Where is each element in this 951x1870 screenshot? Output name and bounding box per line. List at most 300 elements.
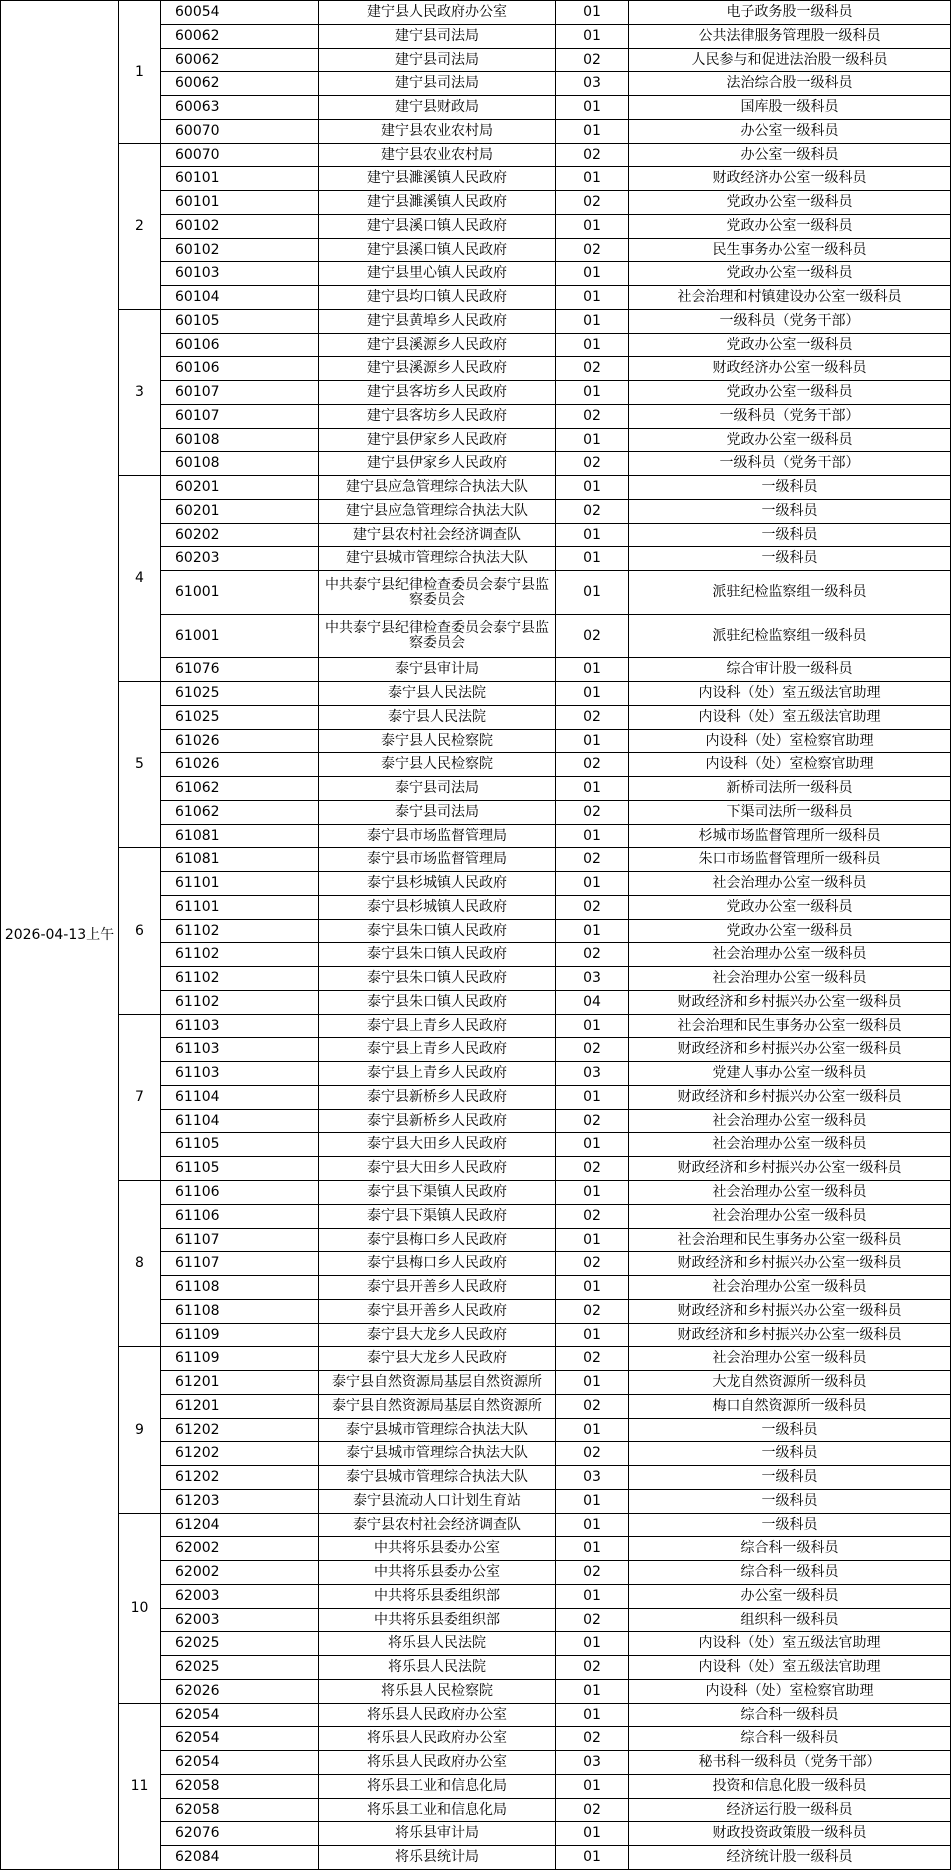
position-name-cell: 党政办公室一级科员 xyxy=(726,899,853,915)
position-name-cell: 一级科员 xyxy=(761,526,818,543)
position-name-cell: 社会治理办公室一级科员 xyxy=(712,1279,867,1295)
group-number-cell: 3 xyxy=(135,384,144,400)
position-code-cell: 01 xyxy=(583,526,601,543)
position-code-cell: 01 xyxy=(583,661,601,677)
unit-name-cell: 建宁县司法局 xyxy=(395,75,479,91)
position-name-cell: 财政经济和乡村振兴办公室一级科员 xyxy=(677,1160,902,1176)
unit-name-cell: 泰宁县上青乡人民政府 xyxy=(367,1017,507,1034)
position-code-cell: 02 xyxy=(583,1041,601,1057)
unit-name-cell: 泰宁县司法局 xyxy=(395,780,479,796)
position-name-cell: 国库股一级科员 xyxy=(740,99,839,115)
position-name-cell: 内设科（处）室检察官助理 xyxy=(705,756,874,772)
position-code-cell: 01 xyxy=(583,1421,601,1438)
unit-name-cell: 建宁县应急管理综合执法大队 xyxy=(346,479,528,495)
unit-name-cell: 建宁县农业农村局 xyxy=(381,146,493,163)
unit-code-cell: 62002 xyxy=(175,1540,220,1556)
position-name-cell: 财政经济和乡村振兴办公室一级科员 xyxy=(677,1326,902,1343)
position-code-cell: 01 xyxy=(583,1683,601,1699)
unit-name-cell: 将乐县人民法院 xyxy=(388,1659,486,1675)
position-name-cell: 社会治理办公室一级科员 xyxy=(712,1208,867,1224)
position-code-cell: 01 xyxy=(583,1326,601,1343)
position-code-cell: 01 xyxy=(583,1089,601,1105)
position-code-cell: 02 xyxy=(583,194,601,210)
position-code-cell: 01 xyxy=(583,431,601,448)
position-code-cell: 02 xyxy=(583,1160,601,1176)
unit-name-cell: 泰宁县流动人口计划生育站 xyxy=(353,1493,521,1509)
position-name-cell: 党政办公室一级科员 xyxy=(726,922,853,939)
unit-code-cell: 62084 xyxy=(175,1849,220,1865)
unit-code-cell: 61102 xyxy=(175,994,220,1010)
position-code-cell: 01 xyxy=(583,550,601,566)
unit-name-cell: 泰宁县朱口镇人民政府 xyxy=(367,946,507,962)
position-code-cell: 02 xyxy=(583,1730,601,1746)
unit-code-cell: 60106 xyxy=(175,336,220,353)
unit-name-cell: 建宁县司法局 xyxy=(395,28,479,44)
position-code-cell: 01 xyxy=(583,1516,601,1533)
position-name-cell: 一级科员（党务干部） xyxy=(719,313,860,329)
unit-code-cell: 61202 xyxy=(175,1445,220,1461)
position-name-cell: 一级科员（党务干部） xyxy=(719,408,860,424)
unit-name-cell: 泰宁县审计局 xyxy=(395,661,479,677)
position-code-cell: 02 xyxy=(583,455,601,471)
unit-name-cell: 将乐县工业和信息化局 xyxy=(367,1778,507,1794)
position-name-cell: 党政办公室一级科员 xyxy=(726,384,853,400)
unit-code-cell: 61101 xyxy=(175,875,220,891)
unit-code-cell: 62054 xyxy=(175,1754,220,1770)
unit-code-cell: 62058 xyxy=(175,1801,220,1818)
unit-code-cell: 61081 xyxy=(175,827,220,844)
unit-name-cell: 泰宁县上青乡人民政府 xyxy=(367,1065,507,1081)
unit-name-cell: 建宁县人民政府办公室 xyxy=(367,4,507,20)
column-divider xyxy=(0,0,1,1870)
unit-name-cell: 泰宁县自然资源局基层自然资源所 xyxy=(332,1398,542,1414)
position-code-cell: 01 xyxy=(583,1279,601,1295)
position-name-cell: 财政经济和乡村振兴办公室一级科员 xyxy=(677,994,902,1010)
unit-code-cell: 61105 xyxy=(175,1136,220,1152)
unit-name-cell: 泰宁县大田乡人民政府 xyxy=(367,1160,507,1176)
position-name-cell: 党政办公室一级科员 xyxy=(726,265,853,281)
unit-code-cell: 60201 xyxy=(175,503,220,519)
unit-name-cell: 泰宁县开善乡人民政府 xyxy=(367,1279,507,1295)
position-code-cell: 01 xyxy=(583,384,601,400)
unit-code-cell: 61025 xyxy=(175,685,220,701)
position-name-cell: 公共法律服务管理股一级科员 xyxy=(698,28,881,44)
unit-name-cell: 泰宁县大龙乡人民政府 xyxy=(367,1326,507,1343)
unit-name-cell: 泰宁县新桥乡人民政府 xyxy=(367,1112,507,1129)
column-divider xyxy=(555,0,556,1870)
unit-name-cell: 泰宁县朱口镇人民政府 xyxy=(367,994,507,1010)
position-name-cell: 党建人事办公室一级科员 xyxy=(712,1065,867,1081)
position-name-cell: 社会治理和民生事务办公室一级科员 xyxy=(677,1231,902,1248)
position-name-cell: 电子政务股一级科员 xyxy=(726,4,853,20)
unit-code-cell: 62003 xyxy=(175,1611,220,1628)
position-code-cell: 02 xyxy=(583,1255,601,1271)
position-code-cell: 02 xyxy=(583,146,601,163)
unit-name-cell: 建宁县黄埠乡人民政府 xyxy=(367,313,507,329)
group-divider xyxy=(118,475,950,476)
unit-name-cell: 将乐县人民政府办公室 xyxy=(367,1706,507,1723)
position-name-cell: 社会治理和民生事务办公室一级科员 xyxy=(677,1017,902,1034)
unit-name-cell: 泰宁县开善乡人民政府 xyxy=(367,1303,507,1319)
position-name-cell: 内设科（处）室五级法官助理 xyxy=(698,1659,881,1675)
position-code-cell: 03 xyxy=(583,1065,601,1081)
group-divider xyxy=(118,1180,950,1181)
group-divider xyxy=(118,143,950,144)
group-divider xyxy=(118,847,950,848)
unit-code-cell: 61062 xyxy=(175,780,220,796)
unit-code-cell: 60062 xyxy=(175,75,220,91)
position-code-cell: 02 xyxy=(583,1208,601,1224)
position-code-cell: 04 xyxy=(583,994,601,1010)
position-name-cell: 内设科（处）室五级法官助理 xyxy=(698,685,881,701)
unit-name-cell: 泰宁县城市管理综合执法大队 xyxy=(346,1469,528,1485)
unit-code-cell: 62058 xyxy=(175,1778,220,1794)
position-code-cell: 01 xyxy=(583,1778,601,1794)
position-name-cell: 办公室一级科员 xyxy=(740,123,839,139)
group-divider xyxy=(118,1513,950,1514)
unit-code-cell: 61202 xyxy=(175,1469,220,1485)
unit-code-cell: 60102 xyxy=(175,218,220,234)
unit-code-cell: 60108 xyxy=(175,431,220,448)
position-name-cell: 社会治理办公室一级科员 xyxy=(712,875,867,891)
unit-name-cell: 建宁县城市管理综合执法大队 xyxy=(346,550,528,566)
position-name-cell: 财政投资政策股一级科员 xyxy=(712,1825,867,1841)
unit-code-cell: 61104 xyxy=(175,1112,220,1129)
unit-name-cell: 建宁县濉溪镇人民政府 xyxy=(367,194,507,210)
unit-name-cell: 泰宁县下渠镇人民政府 xyxy=(367,1184,507,1200)
position-name-cell: 派驻纪检监察组一级科员 xyxy=(712,627,867,644)
unit-code-cell: 61026 xyxy=(175,756,220,772)
unit-code-cell: 61106 xyxy=(175,1184,220,1200)
unit-code-cell: 61103 xyxy=(175,1017,220,1034)
position-name-cell: 综合科一级科员 xyxy=(740,1564,839,1580)
unit-name-cell: 泰宁县人民法院 xyxy=(388,709,486,725)
position-code-cell: 02 xyxy=(583,756,601,772)
position-code-cell: 01 xyxy=(583,1825,601,1841)
position-code-cell: 02 xyxy=(583,709,601,725)
position-name-cell: 杉城市场监督管理所一级科员 xyxy=(698,827,881,844)
unit-name-cell: 建宁县濉溪镇人民政府 xyxy=(367,170,507,186)
unit-code-cell: 61102 xyxy=(175,922,220,939)
position-name-cell: 财政经济和乡村振兴办公室一级科员 xyxy=(677,1089,902,1105)
unit-name-cell: 建宁县客坊乡人民政府 xyxy=(367,408,507,424)
position-name-cell: 派驻纪检监察组一级科员 xyxy=(712,584,867,600)
unit-name-cell: 建宁县溪口镇人民政府 xyxy=(367,218,507,234)
position-name-cell: 社会治理和村镇建设办公室一级科员 xyxy=(677,289,902,305)
unit-code-cell: 61103 xyxy=(175,1065,220,1081)
group-divider xyxy=(118,1014,950,1015)
unit-code-cell: 61109 xyxy=(175,1326,220,1343)
unit-code-cell: 60101 xyxy=(175,170,220,186)
position-code-cell: 01 xyxy=(583,780,601,796)
unit-code-cell: 60102 xyxy=(175,241,220,258)
position-code-cell: 03 xyxy=(583,1754,601,1770)
position-code-cell: 02 xyxy=(583,946,601,962)
group-divider xyxy=(118,1346,950,1347)
position-name-cell: 财政经济和乡村振兴办公室一级科员 xyxy=(677,1041,902,1057)
position-name-cell: 社会治理办公室一级科员 xyxy=(712,1112,867,1129)
position-name-cell: 社会治理办公室一级科员 xyxy=(712,1184,867,1200)
position-code-cell: 01 xyxy=(583,1184,601,1200)
unit-code-cell: 60107 xyxy=(175,384,220,400)
unit-name-cell: 建宁县司法局 xyxy=(395,51,479,68)
position-name-cell: 一级科员 xyxy=(761,550,818,566)
position-name-cell: 民生事务办公室一级科员 xyxy=(712,241,867,258)
position-code-cell: 01 xyxy=(583,1136,601,1152)
unit-code-cell: 60070 xyxy=(175,146,220,163)
unit-name-cell: 泰宁县朱口镇人民政府 xyxy=(367,970,507,986)
unit-name-cell: 将乐县工业和信息化局 xyxy=(367,1801,507,1818)
unit-name-cell: 泰宁县梅口乡人民政府 xyxy=(367,1231,507,1248)
unit-name-cell: 泰宁县朱口镇人民政府 xyxy=(367,922,507,939)
position-code-cell: 01 xyxy=(583,922,601,939)
position-code-cell: 01 xyxy=(583,1374,601,1390)
group-number-cell: 1 xyxy=(135,63,144,80)
unit-code-cell: 60063 xyxy=(175,99,220,115)
unit-code-cell: 60105 xyxy=(175,313,220,329)
group-number-cell: 2 xyxy=(135,218,144,234)
unit-code-cell: 61081 xyxy=(175,851,220,867)
position-code-cell: 02 xyxy=(583,1611,601,1628)
unit-name-cell: 中共将乐县委组织部 xyxy=(374,1611,500,1628)
unit-code-cell: 62002 xyxy=(175,1564,220,1580)
position-code-cell: 02 xyxy=(583,1350,601,1366)
unit-name-cell: 建宁县里心镇人民政府 xyxy=(367,265,507,281)
unit-name-cell: 泰宁县杉城镇人民政府 xyxy=(367,875,507,891)
unit-name-cell: 建宁县溪源乡人民政府 xyxy=(367,336,507,353)
unit-name-cell: 建宁县伊家乡人民政府 xyxy=(367,455,507,471)
unit-code-cell: 61106 xyxy=(175,1208,220,1224)
unit-name-cell: 泰宁县司法局 xyxy=(395,804,479,820)
position-name-cell: 社会治理办公室一级科员 xyxy=(712,1136,867,1152)
unit-code-cell: 60201 xyxy=(175,479,220,495)
unit-name-cell: 中共将乐县委办公室 xyxy=(374,1564,500,1580)
position-code-cell: 02 xyxy=(583,804,601,820)
position-name-cell: 投资和信息化股一级科员 xyxy=(712,1778,867,1794)
unit-code-cell: 62025 xyxy=(175,1659,220,1675)
unit-name-cell: 泰宁县人民检察院 xyxy=(381,756,493,772)
unit-code-cell: 61201 xyxy=(175,1374,220,1390)
position-name-cell: 财政经济和乡村振兴办公室一级科员 xyxy=(677,1255,902,1271)
unit-name-cell: 建宁县财政局 xyxy=(395,99,479,115)
unit-code-cell: 61026 xyxy=(175,732,220,749)
position-name-cell: 综合科一级科员 xyxy=(740,1706,839,1723)
position-code-cell: 01 xyxy=(583,265,601,281)
unit-code-cell: 60062 xyxy=(175,28,220,44)
position-code-cell: 01 xyxy=(583,1017,601,1034)
position-name-cell: 下渠司法所一级科员 xyxy=(726,804,853,820)
unit-name-cell: 中共泰宁县纪律检查委员会泰宁县监察委员会 xyxy=(325,576,549,608)
position-name-cell: 一级科员 xyxy=(761,1421,818,1438)
unit-code-cell: 61076 xyxy=(175,661,220,677)
group-number-cell: 5 xyxy=(135,756,144,772)
position-code-cell: 01 xyxy=(583,170,601,186)
unit-code-cell: 60101 xyxy=(175,194,220,210)
position-name-cell: 内设科（处）室检察官助理 xyxy=(705,1683,874,1699)
group-number-cell: 8 xyxy=(135,1255,144,1271)
unit-code-cell: 61102 xyxy=(175,946,220,962)
position-code-cell: 01 xyxy=(583,123,601,139)
unit-code-cell: 61103 xyxy=(175,1041,220,1057)
unit-code-cell: 60108 xyxy=(175,455,220,471)
unit-code-cell: 61101 xyxy=(175,899,220,915)
unit-code-cell: 62076 xyxy=(175,1825,220,1841)
position-code-cell: 01 xyxy=(583,1588,601,1604)
position-name-cell: 社会治理办公室一级科员 xyxy=(712,1350,867,1366)
position-name-cell: 办公室一级科员 xyxy=(740,1588,839,1604)
position-code-cell: 03 xyxy=(583,75,601,91)
position-code-cell: 02 xyxy=(583,627,601,644)
unit-name-cell: 中共将乐县委组织部 xyxy=(374,1588,500,1604)
position-name-cell: 一级科员（党务干部） xyxy=(719,455,860,471)
unit-name-cell: 建宁县农业农村局 xyxy=(381,123,493,139)
unit-name-cell: 建宁县溪源乡人民政府 xyxy=(367,360,507,376)
position-name-cell: 经济运行股一级科员 xyxy=(726,1801,853,1818)
column-divider xyxy=(160,0,161,1870)
unit-code-cell: 60202 xyxy=(175,526,220,543)
group-number-cell: 11 xyxy=(130,1778,149,1794)
unit-name-cell: 泰宁县大田乡人民政府 xyxy=(367,1136,507,1152)
position-name-cell: 社会治理办公室一级科员 xyxy=(712,946,867,962)
unit-code-cell: 61105 xyxy=(175,1160,220,1176)
position-name-cell: 综合科一级科员 xyxy=(740,1540,839,1556)
unit-code-cell: 61108 xyxy=(175,1279,220,1295)
position-name-cell: 内设科（处）室五级法官助理 xyxy=(698,709,881,725)
position-name-cell: 梅口自然资源所一级科员 xyxy=(712,1398,867,1414)
position-name-cell: 一级科员 xyxy=(761,1493,818,1509)
position-name-cell: 一级科员 xyxy=(761,479,818,495)
unit-name-cell: 建宁县客坊乡人民政府 xyxy=(367,384,507,400)
position-code-cell: 01 xyxy=(583,685,601,701)
group-divider xyxy=(118,309,950,310)
unit-name-cell: 建宁县伊家乡人民政府 xyxy=(367,431,507,448)
unit-name-cell: 将乐县人民政府办公室 xyxy=(367,1754,507,1770)
unit-name-cell: 泰宁县城市管理综合执法大队 xyxy=(346,1445,528,1461)
position-name-cell: 财政经济办公室一级科员 xyxy=(712,360,867,376)
position-name-cell: 一级科员 xyxy=(761,1445,818,1461)
position-code-cell: 01 xyxy=(583,732,601,749)
unit-code-cell: 60107 xyxy=(175,408,220,424)
position-code-cell: 02 xyxy=(583,51,601,68)
position-name-cell: 经济统计股一级科员 xyxy=(726,1849,853,1865)
position-code-cell: 01 xyxy=(583,875,601,891)
position-name-cell: 人民参与和促进法治股一级科员 xyxy=(691,51,888,68)
unit-name-cell: 泰宁县大龙乡人民政府 xyxy=(367,1350,507,1366)
unit-code-cell: 60070 xyxy=(175,123,220,139)
unit-code-cell: 62054 xyxy=(175,1706,220,1723)
position-code-cell: 01 xyxy=(583,336,601,353)
position-code-cell: 01 xyxy=(583,1849,601,1865)
unit-code-cell: 61107 xyxy=(175,1255,220,1271)
position-code-cell: 02 xyxy=(583,360,601,376)
unit-name-cell: 泰宁县人民法院 xyxy=(388,685,486,701)
position-code-cell: 01 xyxy=(583,1706,601,1723)
position-name-cell: 办公室一级科员 xyxy=(740,146,839,163)
position-name-cell: 朱口市场监督管理所一级科员 xyxy=(698,851,881,867)
position-name-cell: 社会治理办公室一级科员 xyxy=(712,970,867,986)
unit-code-cell: 61201 xyxy=(175,1398,220,1414)
position-code-cell: 02 xyxy=(583,1303,601,1319)
position-code-cell: 02 xyxy=(583,408,601,424)
position-code-cell: 01 xyxy=(583,28,601,44)
unit-code-cell: 60062 xyxy=(175,51,220,68)
unit-code-cell: 61001 xyxy=(175,627,220,644)
position-code-cell: 03 xyxy=(583,970,601,986)
position-code-cell: 02 xyxy=(583,1445,601,1461)
unit-name-cell: 泰宁县城市管理综合执法大队 xyxy=(346,1421,528,1438)
position-code-cell: 02 xyxy=(583,1801,601,1818)
group-number-cell: 4 xyxy=(135,570,144,586)
position-code-cell: 01 xyxy=(583,218,601,234)
unit-code-cell: 61204 xyxy=(175,1516,220,1533)
position-name-cell: 党政办公室一级科员 xyxy=(726,194,853,210)
unit-code-cell: 62026 xyxy=(175,1683,220,1699)
unit-code-cell: 61202 xyxy=(175,1421,220,1438)
position-code-cell: 01 xyxy=(583,289,601,305)
column-divider xyxy=(118,0,119,1870)
unit-name-cell: 将乐县人民检察院 xyxy=(381,1683,493,1699)
position-name-cell: 党政办公室一级科员 xyxy=(726,431,853,448)
group-number-cell: 7 xyxy=(135,1089,144,1105)
position-name-cell: 财政经济办公室一级科员 xyxy=(712,170,867,186)
unit-code-cell: 61102 xyxy=(175,970,220,986)
position-name-cell: 党政办公室一级科员 xyxy=(726,336,853,353)
position-name-cell: 内设科（处）室五级法官助理 xyxy=(698,1635,881,1651)
unit-name-cell: 泰宁县市场监督管理局 xyxy=(367,851,507,867)
unit-name-cell: 泰宁县人民检察院 xyxy=(381,732,493,749)
position-code-cell: 02 xyxy=(583,503,601,519)
position-name-cell: 法治综合股一级科员 xyxy=(726,75,853,91)
group-number-cell: 10 xyxy=(130,1600,149,1616)
unit-name-cell: 泰宁县市场监督管理局 xyxy=(367,827,507,844)
position-code-cell: 02 xyxy=(583,1112,601,1129)
group-divider xyxy=(118,681,950,682)
unit-name-cell: 将乐县人民法院 xyxy=(388,1635,486,1651)
exam-date-cell: 2026-04-13上午 xyxy=(4,927,115,943)
group-divider xyxy=(118,1703,950,1704)
unit-code-cell: 61025 xyxy=(175,709,220,725)
position-code-cell: 01 xyxy=(583,313,601,329)
position-name-cell: 综合科一级科员 xyxy=(740,1730,839,1746)
unit-name-cell: 泰宁县新桥乡人民政府 xyxy=(367,1089,507,1105)
position-name-cell: 组织科一级科员 xyxy=(740,1611,839,1628)
position-name-cell: 内设科（处）室检察官助理 xyxy=(705,732,874,749)
unit-code-cell: 61104 xyxy=(175,1089,220,1105)
unit-code-cell: 62025 xyxy=(175,1635,220,1651)
position-code-cell: 01 xyxy=(583,827,601,844)
position-code-cell: 01 xyxy=(583,1231,601,1248)
position-code-cell: 01 xyxy=(583,1540,601,1556)
unit-code-cell: 60203 xyxy=(175,550,220,566)
position-name-cell: 一级科员 xyxy=(761,503,818,519)
unit-code-cell: 60054 xyxy=(175,4,220,20)
unit-code-cell: 61203 xyxy=(175,1493,220,1509)
unit-code-cell: 61109 xyxy=(175,1350,220,1366)
position-code-cell: 01 xyxy=(583,4,601,20)
position-code-cell: 02 xyxy=(583,241,601,258)
position-code-cell: 01 xyxy=(583,479,601,495)
position-name-cell: 大龙自然资源所一级科员 xyxy=(712,1374,867,1390)
unit-code-cell: 61107 xyxy=(175,1231,220,1248)
unit-code-cell: 62054 xyxy=(175,1730,220,1746)
unit-name-cell: 中共将乐县委办公室 xyxy=(374,1540,500,1556)
unit-name-cell: 中共泰宁县纪律检查委员会泰宁县监察委员会 xyxy=(325,620,549,651)
column-divider xyxy=(628,0,629,1870)
unit-code-cell: 61108 xyxy=(175,1303,220,1319)
unit-code-cell: 61001 xyxy=(175,584,220,600)
position-name-cell: 一级科员 xyxy=(761,1516,818,1533)
unit-name-cell: 建宁县应急管理综合执法大队 xyxy=(346,503,528,519)
